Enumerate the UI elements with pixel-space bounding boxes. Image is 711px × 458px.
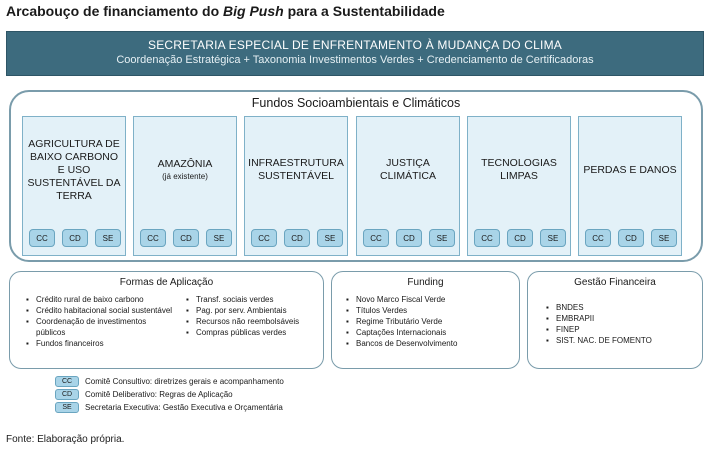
fund-name: TECNOLOGIAS LIMPAS [481,157,557,182]
list-item: ▪ Compras públicas verdes [186,327,321,338]
fund-justica-climatica [356,116,460,256]
secretaria-title: SECRETARIA ESPECIAL DE ENFRENTAMENTO À MUDANÇA DO CLIMA [148,38,562,52]
chip-cd: CD [618,229,644,247]
formas-list-right [186,294,321,338]
chip-se: SE [651,229,677,247]
legend-row-cd [55,388,284,401]
fund-name: JUSTIÇA CLIMÁTICA [379,157,436,182]
legend-row-cc [55,375,284,388]
legend [55,375,284,414]
chip-cc: CC [363,229,389,247]
fund-amazonia [133,116,237,256]
chip-cd: CD [507,229,533,247]
chip-cc: CC [585,229,611,247]
fund-infraestrutura [244,116,348,256]
fund-chips [585,229,677,247]
list-item: ▪ Coordenação de investimentos públicos [26,316,176,338]
fund-name: AMAZÔNIA [157,158,213,170]
fund-name: INFRAESTRUTURA SUSTENTÁVEL [248,157,344,182]
fund-chips [363,229,455,247]
fund-chips [251,229,343,247]
gestao-financeira-panel [527,271,703,369]
formas-title: Formas de Aplicação [119,277,214,288]
figure-title: Arcabouço de financiamento do Big Push para a Sustentabilidade [6,3,445,19]
legend-text: Secretaria Executiva: Gestão Executiva e Orçamentária [85,403,283,412]
list-item: ▪ BNDES [546,302,696,313]
chip-cd: CD [284,229,310,247]
legend-text: Comitê Deliberativo: Regras de Aplicação [85,390,233,399]
list-item: ▪ Transf. sociais verdes [186,294,321,305]
gestao-list [546,302,696,346]
list-item: ▪ Regime Tributário Verde [346,316,516,327]
fund-agricultura [22,116,126,256]
fund-name: AGRICULTURA DE BAIXO CARBONO E USO SUSTENTÁVEL DA TERRA [27,137,121,202]
list-item: ▪ Crédito rural de baixo carbono [26,294,176,305]
list-item: ▪ Captações Internacionais [346,327,516,338]
secretaria-subtitle: Coordenação Estratégica + Taxonomia Investimentos Verdes + Credenciamento de Certificadoras [116,54,594,66]
list-item: ▪ Crédito habitacional social sustentável [26,305,176,316]
title-emphasis: Big Push [223,3,284,19]
chip-cc: CC [474,229,500,247]
list-item: ▪ Fundos financeiros [26,338,176,349]
fund-chips [29,229,121,247]
list-item: ▪ SIST. NAC. DE FOMENTO [546,335,696,346]
chip-cc: CC [251,229,277,247]
list-item: ▪ Novo Marco Fiscal Verde [346,294,516,305]
fundos-title: Fundos Socioambientais e Climáticos [251,96,461,110]
chip-se: SE [95,229,121,247]
fund-chips [140,229,232,247]
fund-perdas-danos [578,116,682,256]
legend-row-se [55,401,284,414]
list-item: ▪ FINEP [546,324,696,335]
chip-cc: CC [140,229,166,247]
list-item: ▪ Bancos de Desenvolvimento [346,338,516,349]
legend-text: Comitê Consultivo: diretrizes gerais e acompanhamento [85,377,284,386]
fund-sub: (já existente) [162,172,208,181]
legend-chip: SE [55,402,79,413]
funding-panel [331,271,520,369]
list-item: ▪ Títulos Verdes [346,305,516,316]
list-item: ▪ Recursos não reembolsáveis [186,316,321,327]
list-item: ▪ Pag. por serv. Ambientais [186,305,321,316]
chip-cc: CC [29,229,55,247]
chip-cd: CD [173,229,199,247]
secretaria-header-box [6,31,704,76]
legend-chip: CD [55,389,79,400]
chip-cd: CD [62,229,88,247]
formas-list-left [26,294,176,349]
fund-name: PERDAS E DANOS [583,163,677,176]
gestao-title: Gestão Financeira [574,277,656,288]
funding-title: Funding [407,277,444,288]
fund-chips [474,229,566,247]
chip-se: SE [317,229,343,247]
list-item: ▪ EMBRAPII [546,313,696,324]
funding-list [346,294,516,349]
chip-se: SE [540,229,566,247]
formas-aplicacao-panel [9,271,324,369]
legend-chip: CC [55,376,79,387]
source-note: Fonte: Elaboração própria. [6,434,125,445]
fund-tecnologias-limpas [467,116,571,256]
chip-cd: CD [396,229,422,247]
chip-se: SE [206,229,232,247]
chip-se: SE [429,229,455,247]
